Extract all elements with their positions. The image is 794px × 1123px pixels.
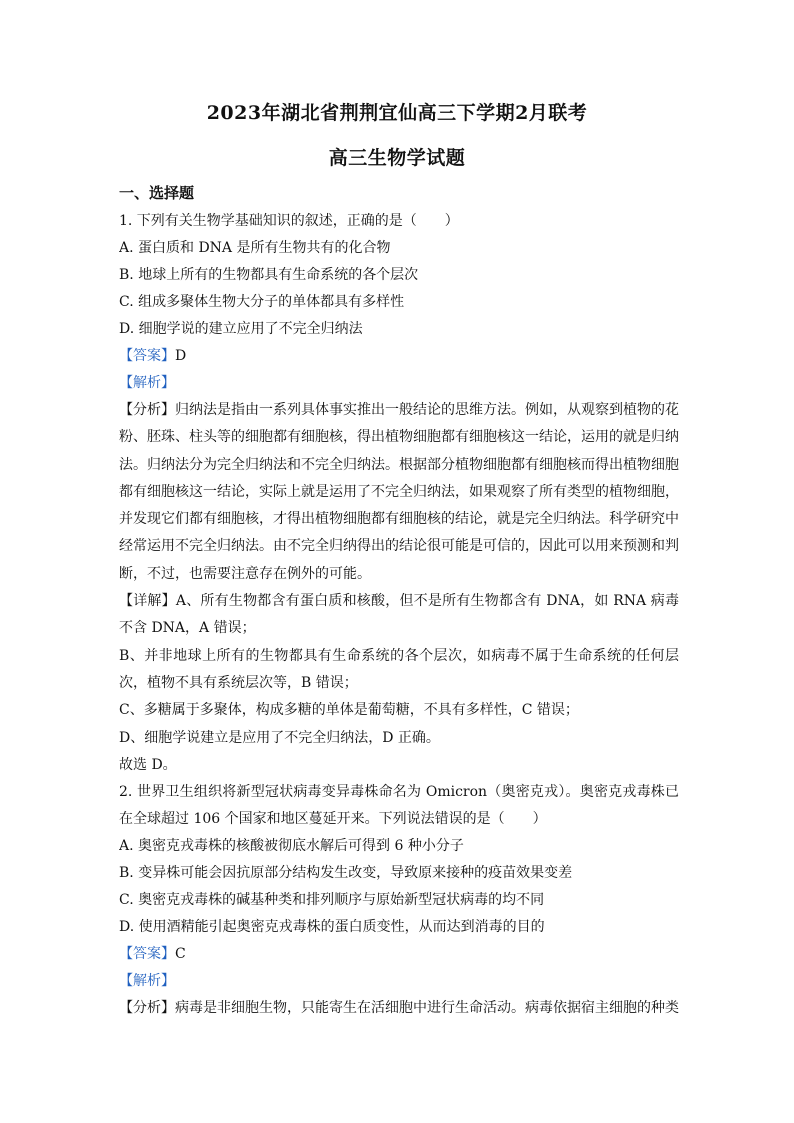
question-list (119, 208, 679, 1022)
answer-label: 【答案】 (119, 348, 175, 364)
page-subtitle: 高三生物学试题 (328, 147, 466, 169)
question-1-xiangjie-c: C、多糖属于多聚体，构成多糖的单体是葡萄糖，不具有多样性，C 错误； (119, 702, 579, 719)
question-1-option-a: A. 蛋白质和 DNA 是所有生物共有的化合物 (119, 240, 391, 256)
fenxi-label: 【分析】 (119, 1000, 175, 1017)
xiangjie-label: 【详解】 (119, 593, 176, 610)
answer-value: C (175, 946, 186, 963)
question-2-answer (119, 941, 679, 968)
section-heading: 一、选择题 (119, 184, 195, 202)
question-1-conclusion: 故选 D。 (119, 756, 177, 773)
question-2-analysis-label (119, 968, 679, 995)
question-1-option-b: B. 地球上所有的生物都具有生命系统的各个层次 (119, 267, 419, 283)
fenxi-text: 病毒是非细胞生物，只能寄生在活细胞中进行生命活动。病毒依据宿主细胞的种类 (175, 1000, 679, 1017)
answer-label: 【答案】 (119, 946, 175, 963)
question-1-xiangjie-a (119, 588, 679, 643)
question-1-stem: 1. 下列有关生物学基础知识的叙述，正确的是（ ） (119, 213, 459, 229)
question-1-fenxi (119, 397, 679, 588)
question-1-option-c: C. 组成多聚体生物大分子的单体都具有多样性 (119, 294, 405, 310)
question-2-stem: 2. 世界卫生组织将新型冠状病毒变异毒株命名为 Omicron（奥密克戎）。奥密克戎毒株已在全球超过 106 个国家和地区蔓延开来。下列说法错误的是（ ） (119, 783, 679, 828)
fenxi-text: 归纳法是指由一系列具体事实推出一般结论的思维方法。例如，从观察到植物的花粉、胚珠、柱头等的细胞都有细胞核，得出植物细胞都有细胞核这一结论，运用的就是归纳法。归纳法分为完全归纳法和不完全归纳法。根据部分植物细胞都有细胞核而得出植物细胞都有细胞核这一结论，实际上就是运用了不完全归纳法，如果观察了所有类型的植物细胞，并发现它们都有细胞核，才得出植物细胞都有细胞核的结论，就是完全归纳法。科学研究中经常运用不完全归纳法。由不完全归纳得出的结论很可能是可信的，因此可以用来预测和判断，不过，也需要注意存在例外的可能。 (119, 402, 679, 582)
fenxi-label: 【分析】 (119, 402, 175, 418)
question-2-fenxi (119, 995, 679, 1022)
question-1-option-d: D. 细胞学说的建立应用了不完全归纳法 (119, 321, 363, 337)
xiangjie-text-a: A、所有生物都含有蛋白质和核酸，但不是所有生物都含有 DNA，如 RNA 病毒不含 DNA，A 错误； (119, 593, 679, 637)
question-2-option-d: D. 使用酒精能引起奥密克戎毒株的蛋白质变性，从而达到消毒的目的 (119, 919, 545, 936)
question-2-option-b: B. 变异株可能会因抗原部分结构发生改变，导致原来接种的疫苗效果变差 (119, 865, 573, 882)
question-1-xiangjie-d: D、细胞学说建立是应用了不完全归纳法，D 正确。 (119, 729, 440, 746)
analysis-label: 【解析】 (119, 973, 175, 990)
question-2-option-c: C. 奥密克戎毒株的碱基种类和排列顺序与原始新型冠状病毒的均不同 (119, 892, 545, 909)
question-2-option-a: A. 奥密克戎毒株的核酸被彻底水解后可得到 6 种小分子 (119, 838, 464, 855)
page-title: 2023年湖北省荆荆宜仙高三下学期2月联考 (206, 102, 588, 124)
question-1-answer (119, 343, 679, 370)
analysis-label: 【解析】 (119, 375, 175, 391)
question-1-analysis-label (119, 370, 679, 397)
question-1-xiangjie-b: B、并非地球上所有的生物都具有生命系统的各个层次，如病毒不属于生命系统的任何层次，植物不具有系统层次等，B 错误； (119, 647, 679, 691)
answer-value: D (175, 348, 187, 364)
